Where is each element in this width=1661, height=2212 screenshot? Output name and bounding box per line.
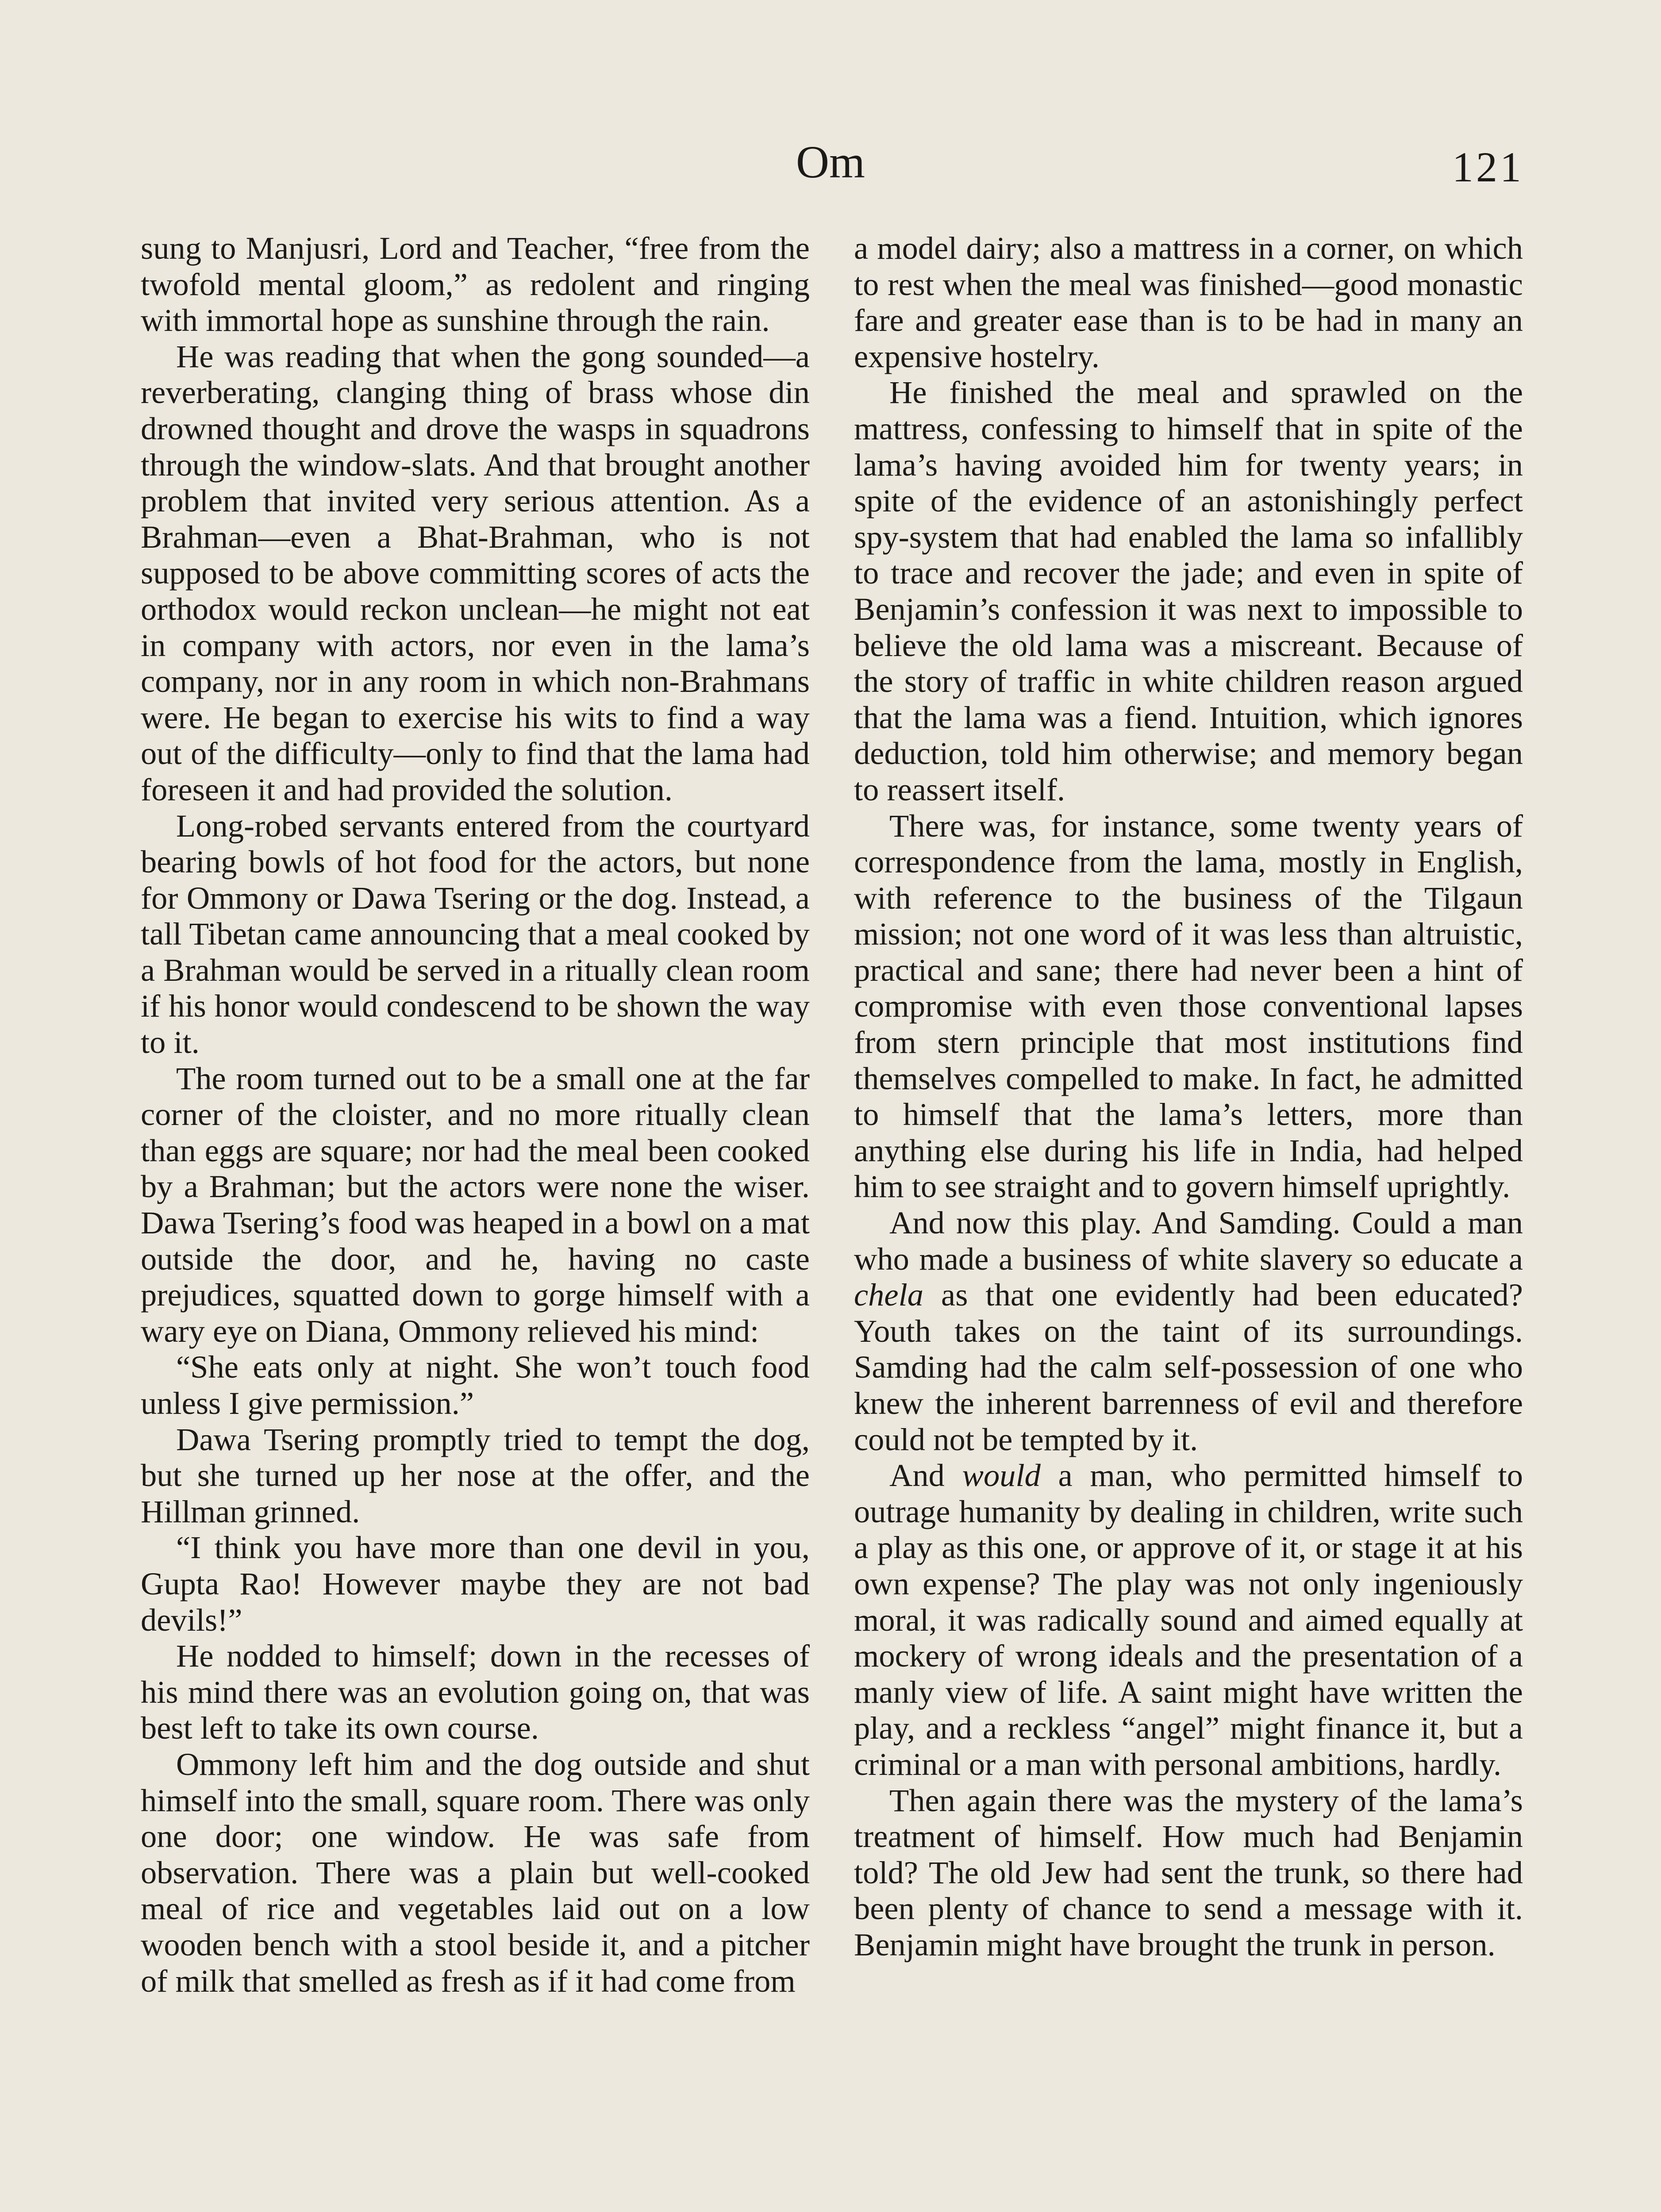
paragraph: “I think you have more than one devil in you, Gupta Rao! However maybe they are not bad devils!” bbox=[141, 1529, 810, 1638]
paragraph: Dawa Tsering promptly tried to tempt the dog, but she turned up her nose at the offer, and the Hillman grinned. bbox=[141, 1421, 810, 1529]
paragraph: There was, for instance, some twenty years of correspondence from the lama, mostly in English, with reference to the business of the Tilgaun mission; not one word of it was less than altruistic, practical and sane; there had never been a hint of compromise with even those conventional lapses from stern principle that most institutions find themselves compelled to make. In fact, he admitted to himself that the lama’s letters, more than anything else during his life in India, had helped him to see straight and to govern himself uprightly. bbox=[854, 807, 1523, 1205]
paragraph: The room turned out to be a small one at the far corner of the cloister, and no more ritually clean than eggs are square; nor had the meal been cooked by a Brahman; but the actors were none the wiser. Dawa Tsering’s food was heaped in a bowl on a mat outside the door, and he, having no caste prejudices, squatted down to gorge himself with a wary eye on Diana, Ommony relieved his mind: bbox=[141, 1060, 810, 1349]
page-number: 121 bbox=[1452, 143, 1524, 191]
left-text-column bbox=[141, 230, 810, 1999]
paragraph: He finished the meal and sprawled on the mattress, confessing to himself that in spite of the lama’s having avoided him for twenty years; in spite of the evidence of an astonishingly perfect spy-system that had enabled the lama so infallibly to trace and recover the jade; and even in spite of Benjamin’s confession it was next to impossible to believe the old lama was a miscreant. Because of the story of traffic in white children reason argued that the lama was a fiend. Intuition, which ignores deduction, told him otherwise; and memory began to reassert itself. bbox=[854, 374, 1523, 807]
paragraph: He was reading that when the gong sounded—a reverberating, clanging thing of brass whose din drowned thought and drove the wasps in squadrons through the window-slats. And that brought another problem that invited very serious attention. As a Brahman—even a Bhat-Brahman, who is not supposed to be above committing scores of acts the orthodox would reckon unclean—he might not eat in company with actors, nor even in the lama’s company, nor in any room in which non-Brahmans were. He began to exercise his wits to find a way out of the difficulty—only to find that the lama had foreseen it and had provided the solution. bbox=[141, 338, 810, 807]
paragraph: a model dairy; also a mattress in a corner, on which to rest when the meal was finished—good monastic fare and greater ease than is to be had in many an expensive hostelry. bbox=[854, 230, 1523, 374]
italic-word-would: would bbox=[962, 1457, 1041, 1494]
paragraph-text: And now this play. And Samding. Could a man who made a business of white slavery so educate a bbox=[854, 1205, 1523, 1277]
right-text-column bbox=[854, 230, 1523, 1963]
paragraph-text: a man, who permitted himself to outrage humanity by dealing in children, write such a play as this one, or approve of it, or stage it at his own expense? The play was not only ingeniously moral, it was radically sound and aimed equally at mockery of wrong ideals and the presentation of a manly view of life. A saint might have written the play, and a reckless “angel” might finance it, but a criminal or a man with personal ambitions, hardly. bbox=[854, 1457, 1523, 1782]
paragraph: He nodded to himself; down in the recesses of his mind there was an evolution going on, that was best left to take its own course. bbox=[141, 1638, 810, 1746]
paragraph: Then again there was the mystery of the lama’s treatment of himself. How much had Benjamin told? The old Jew had sent the trunk, so there had been plenty of chance to send a message with it. Benjamin might have brought the trunk in person. bbox=[854, 1782, 1523, 1962]
paragraph: Ommony left him and the dog outside and shut himself into the small, square room. There was only one door; one window. He was safe from observation. There was a plain but well-cooked meal of rice and vegetables laid out on a low wooden bench with a stool beside it, and a pitcher of milk that smelled as fresh as if it had come from bbox=[141, 1746, 810, 1999]
paragraph-text: as that one evidently had been educated? Youth takes on the taint of its surroundings. Samding had the calm self-possession of one who knew the inherent barrenness of evil and therefore could not be tempted by it. bbox=[854, 1277, 1523, 1457]
paragraph: Long-robed servants entered from the courtyard bearing bowls of hot food for the actors, but none for Ommony or Dawa Tsering or the dog. Instead, a tall Tibetan came announcing that a meal cooked by a Brahman would be served in a ritually clean room if his honor would condescend to be shown the way to it. bbox=[141, 807, 810, 1060]
italic-word-chela: chela bbox=[854, 1277, 924, 1313]
paragraph bbox=[854, 1205, 1523, 1457]
paragraph-text: And bbox=[889, 1457, 962, 1494]
paragraph: “She eats only at night. She won’t touch food unless I give permission.” bbox=[141, 1349, 810, 1421]
paragraph: sung to Manjusri, Lord and Teacher, “free from the twofold mental gloom,” as redolent and ringing with immortal hope as sunshine through the rain. bbox=[141, 230, 810, 338]
page-title: Om bbox=[796, 137, 865, 188]
paragraph bbox=[854, 1457, 1523, 1782]
